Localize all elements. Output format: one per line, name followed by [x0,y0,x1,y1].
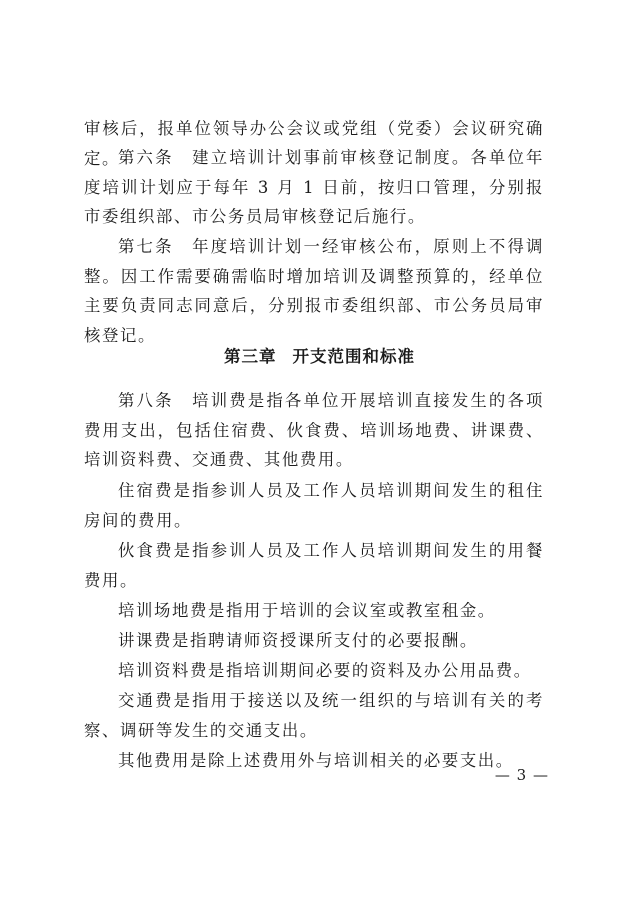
paragraph-continuation: 审核后，报单位领导办公会议或党组（党委）会议研究确定。 [84,119,544,168]
lecture-fee-definition: 讲课费是指聘请师资授课所支付的必要报酬。 [118,631,478,650]
page-number: — 3 — [494,766,549,784]
materials-fee-definition: 培训资料费是指培训期间必要的资料及办公用品费。 [118,661,532,680]
article-7: 第七条 年度培训计划一经审核公布，原则上不得调整。因工作需要确需临时增加培训及调整预算的，经单位主要负责同志同意后，分别报市委组织部、市公务员局审核登记。 [84,237,544,345]
chapter-number: 第三章 [224,347,277,366]
other-fee-definition: 其他费用是除上述费用外与培训相关的必要支出。 [118,751,514,770]
chapter-heading [0,343,639,367]
chapter-title: 开支范围和标准 [292,347,415,366]
article-6: 第六条 建立培训计划事前审核登记制度。各单位年度培训计划应于每年 3 月 1 日前，按归口管理，分别报市委组织部、市公务员局审核登记后施行。 [84,148,544,226]
meal-fee-definition: 伙食费是指参训人员及工作人员培训期间发生的用餐费用。 [84,541,544,590]
venue-fee-definition: 培训场地费是指用于培训的会议室或教室租金。 [118,601,496,620]
transport-fee-definition: 交通费是指用于接送以及统一组织的与培训有关的考察、调研等发生的交通支出。 [84,691,544,740]
lodging-fee-definition: 住宿费是指参训人员及工作人员培训期间发生的租住房间的费用。 [84,481,544,530]
article-8: 第八条 培训费是指各单位开展培训直接发生的各项费用支出，包括住宿费、伙食费、培训场地费、讲课费、培训资料费、交通费、其他费用。 [84,391,544,469]
